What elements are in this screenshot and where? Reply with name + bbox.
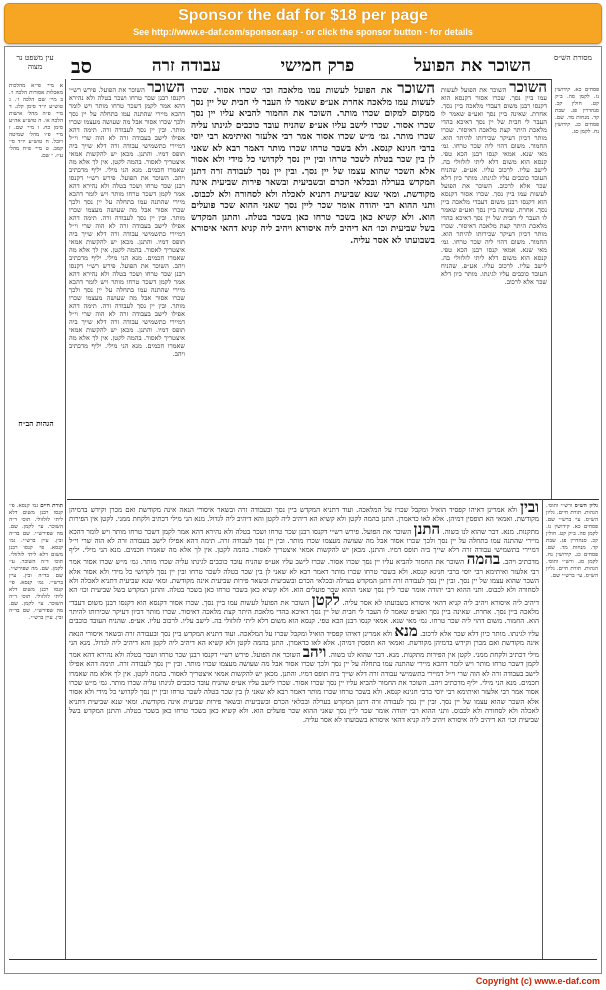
dibur-behema: בהמה (466, 550, 501, 569)
lower-text-7: השוכר את החמור להביא עליו יין נסך שכרו אסור. שכרו לישב עליו אע״פ שהניח עובד כוכבים לגינתו עליה שכרו מותר. גמ׳ מ״ש שכרו אסור אמר רבי אלעזר ואיתימא רבי יוסי ברבי חנינא קנסא. ולא בשכר טרחו שכרו מותר דאמר רבא לא שאני לן בין שכר בטלה לשכר טרחו ובין יין נסך לקדושי כל מידי ולא אסור אלא השכר שהוא עצמו של יין נסך. ובין יין נסך לעבודה זרה דתנן המקדש בערלה ובכלאי הכרם ובשביעית ובשאר פירות שביעית אינה מקודשת. ומאי שנא שביעית דתניא לאכלה ולא לסחורה ולא לכבוס. ותני ההוא רבי יהודה אומר שכר ליין נסך שאני ההוא שכר פועלים הוא. ולא קשיא כאן בשכר טרחו כאן בשכר בטלה. והתנן המקדש בשל שביעית וכו׳ הא דיהיב ליה איסורא ויהיב ליה קניא דהאי איסורא בשבועתו לא אסר עליה. (69, 679, 539, 725)
sponsor-details-link[interactable]: See http://www.e-daf.com/sponsor.asp - or click the sponsor button - for details (133, 27, 473, 37)
copyright-link[interactable]: Copyright (c) www.e-daf.com (475, 976, 600, 986)
gilyon-text: ורש״י ותוס׳. הגהות. תורת חיים. גליון הש״ס. עי׳ ברש״י שם. (546, 503, 598, 523)
dibur-veyahav: ויהב (302, 643, 327, 662)
dibur-hatnan: התנן (413, 519, 441, 538)
lower-text-6: השוכר את הפועל. פירש רש״י דקנסו רבנן שכר טרחו ושכר בטלה ולא נהירא דהא אמר לקמן דשכר טרחו מותר ויש לומר דהכא מיירי שהתנה עמו בתחלה על יין נסך ולכך שכרו אסור אבל מה שעושה מעצמו שכרו מותר. ובין יין נסך לעבודה זרה. תימה דהא אפילו לישב בעבודה זרה לא הוה שרי וי״ל דמיירי בתשמישי עבודה זרה דלא שייך ביה תופס דמיו. והתנן. מכאן יש להקשות אמאי איצטריך לאסור. בהמה לקטן. אין לך אלא מה שאמרו חכמים. מנא הני מילי. יליף מדכתיב ויהב. (69, 651, 539, 688)
lower-text-1: ולא אמרינן דאיהו קפסיד הואיל ומקבל שכרו על המלאכה. ועוד דתניא המקדש ביין נסך ובעבודה זרה ובשאר איסורי הנאה אינה מקודשת ואם מכרן וקידש בדמיהן מקודשת. ואמאי הא תופסין דמיהן. אלא לאו כדאמרן. התנן בהמה לקטן ולא קשיא הא דיהיב ליה לקטן והא דיהיב ליה לגדול. מנא הני מילי דכתיב ולקחת ממני. לקטן אין הפירות מתקנות. מנא. דבר שהוא לנו בשוה. (69, 506, 539, 536)
rashi-dibur: השוכר (509, 83, 547, 96)
talmud-page (4, 46, 602, 974)
lower-commentary (69, 503, 539, 953)
tosafot-text-cont2: השוכר את הפועל. פירש רש״י דקנסו רבנן שכר טרחו ושכר בטלה ולא נהירא דהא אמר לקמן דשכר טרחו מותר ויש לומר דהכא מיירי שהתנה עמו בתחלה על יין נסך ולכך שכרו אסור אבל מה שעושה מעצמו שכרו מותר. ובין יין נסך לעבודה זרה. תימה דהא אפילו לישב בעבודה זרה לא הוה שרי וי״ל דמיירי בתשמישי עבודה זרה דלא שייך ביה תופס דמיו. והתנן. מכאן יש להקשות אמאי איצטריך לאסור. בהמה לקטן. אין לך אלא מה שאמרו חכמים. מנא הני מילי. יליף מדכתיב ויהב. (69, 262, 185, 358)
lower-text-5: ולא אמרינן דאיהו קפסיד הואיל ומקבל שכרו על המלאכה. ועוד דתניא המקדש ביין נסך ובעבודה זרה ובשאר איסורי הנאה אינה מקודשת ואם מכרן וקידש בדמיהן מקודשת. ואמאי הא תופסין דמיהן. אלא לאו כדאמרן. התנן בהמה לקטן ולא קשיא הא דיהיב ליה לקטן והא דיהיב ליה לגדול. מנא הני מילי דכתיב ולקחת ממני. לקטן אין הפירות מתקנות. מנא. דבר שהוא לנו בשוה. (69, 629, 539, 660)
header-rule (71, 79, 551, 80)
tosafot-dibur: השוכר (147, 83, 185, 96)
bottom-rule (9, 959, 597, 960)
rashi-text: השוכר את הפועל לעשות עמו ביין נסך. שכרו אסור דקנסא הוא דקנסו רבנן משום דעבדי מלאכה ביין נסך. אחרת. שאינה ביין נסך ואע״פ שאמר לו העבר לי חבית של יין נסך דאיכא בהדי מלאכת היתר קצת מלאכה דאיסור. שכרו מותר דכיון דעיקר שכירותו להיתר הוא. החמור. משום דהוי ליה שכר טרחו. גמ׳ מאי שנא. אמאי קנסו רבנן הכא טפי. קנסא הוא משום דלא ליתי לזלזולי בה. לישב עליו. לרכוב עליו. אע״פ. שהניח העובד כוכבים עליו לגינתו. מותר כיון דלא שכר אלא לרכוב. (441, 86, 547, 190)
gilyon-label: גליון הש״ס (574, 503, 598, 509)
tosafot-text: השוכר את הפועל. פירש רש״י דקנסו רבנן שכר טרחו ושכר בטלה ולא נהירא דהא אמר לקמן דשכר טרחו מותר ויש לומר דהכא מיירי שהתנה עמו בתחלה על יין נסך ולכך שכרו אסור אבל מה שעושה מעצמו שכרו מותר. ובין יין נסך לעבודה זרה. תימה דהא אפילו לישב בעבודה זרה לא הוה שרי וי״ל דמיירי בתשמישי עבודה זרה דלא שייך ביה תופס דמיו. והתנן. מכאן יש להקשות אמאי איצטריך לאסור. בהמה לקטן. אין לך אלא מה שאמרו חכמים. מנא הני מילי. יליף מדכתיב ויהב. (69, 86, 185, 182)
gilyon-notes (546, 503, 598, 953)
mid-rule (67, 499, 599, 500)
lower-right-rule (542, 499, 543, 959)
left-margin-rule (65, 79, 66, 499)
torat-haim-notes (9, 503, 63, 953)
rashi-column (441, 83, 547, 495)
tosafot-column (69, 83, 185, 493)
right-margin-rule (551, 79, 552, 499)
gemara-column (191, 83, 435, 495)
sponsor-title[interactable]: Sponsor the daf for $18 per page (178, 7, 428, 24)
ein-mishpat-notes: א מיי׳ פי״א מהלכות מאכלות אסורות הלכה ו׳. ב מיי׳ שם הלכה ז׳. ג טוש״ע יו״ד סימן קלג. ד מיי׳ פ״ה מהל׳ אישות הלכה א׳. ה טוש״ע אה״ע סימן כח. ו מיי׳ שם. ז מיי׳ פ״ו מהל׳ שמיטה ויובל. ח טוש״ע יו״ד סי׳ קמב. ט מיי׳ פ״ח מהל׳ ע״ז. י שם. (9, 83, 63, 159)
lower-text-3: השוכר את החמור להביא עליו יין נסך שכרו אסור. שכרו לישב עליו אע״פ שהניח עובד כוכבים לגינתו עליה שכרו מותר. גמ׳ מ״ש שכרו אסור אמר רבי אלעזר ואיתימא רבי יוסי ברבי חנינא קנסא. ולא בשכר טרחו שכרו מותר דאמר רבא לא שאני לן בין שכר בטלה לשכר טרחו ובין יין נסך לקדושי כל מידי ולא אסור אלא השכר שהוא עצמו של יין נסך. ובין יין נסך לעבודה זרה דתנן המקדש בערלה ובכלאי הכרם ובשביעית ובשאר פירות שביעית אינה מקודשת. ומאי שנא שביעית דתניא לאכלה ולא לסחורה ולא לכבוס. ותני ההוא רבי יהודה אומר שכר ליין נסך שאני ההוא שכר פועלים הוא. ולא קשיא כאן בשכר טרחו כאן בשכר בטלה. והתנן המקדש בשל שביעית וכו׳ הא דיהיב ליה איסורא ויהיב ליה קניא דהאי איסורא בשבועתו לא אסר עליה. (69, 558, 539, 607)
torat-haim-text: גמ׳ קנסא. פי׳ קנסו רבנן משום דלא ליתי לזלזולי. תוס׳ ד״ה השוכר. עי׳ לקמן. שם. מה שפירש״י. שם בד״ה ובין. עיין ברש״י. (9, 503, 63, 544)
mishnah-text: את הפועל לעשות עמו מלאכה וכו׳ שכרו אסור. שכרו לעשות עמו מלאכה אחרת אע״פ שאמר לו העבר לי חבית של יין נסך ממקום למקום שכרו מותר. (191, 86, 435, 119)
chapter-number: פרק חמישי (280, 56, 355, 76)
dibur-ubein: ובין (520, 503, 539, 516)
page-header (71, 55, 531, 77)
page-number: סב (71, 53, 93, 78)
dibur-lekatan: לקטן (311, 590, 340, 609)
sponsor-banner[interactable] (4, 3, 602, 44)
dibur-mana: מנא (394, 621, 418, 640)
lower-left-rule (65, 499, 66, 959)
tractate-name: עבודה זרה (151, 56, 221, 76)
masoret-hashas-notes: פסחים כא. קידושין נז. לקמן סה. ב״ק קט. חולין קכ. סנהדרין פג. שבת קד. מנחות מד. שם. פסחים כג. קידושין נח. לקמן סג. (555, 87, 599, 135)
rashi-text-cont: השוכר את הפועל לעשות עמו ביין נסך. שכרו אסור דקנסא הוא דקנסו רבנן משום דעבדי מלאכה ביין נסך. אחרת. שאינה ביין נסך ואע״פ שאמר לו העבר לי חבית של יין נסך דאיכא בהדי מלאכת היתר קצת מלאכה דאיסור. שכרו מותר דכיון דעיקר שכירותו להיתר הוא. החמור. משום דהוי ליה שכר טרחו. גמ׳ מאי שנא. אמאי קנסו רבנן הכא טפי. קנסא הוא משום דלא ליתי לזלזולי בה. לישב עליו. לרכוב עליו. אע״פ. שהניח העובד כוכבים עליו לגינתו. מותר כיון דלא שכר אלא לרכוב. (441, 182, 547, 286)
gilyon-text-2: פסחים כא. קידושין נז. לקמן סה. ב״ק קט. חולין קכ. סנהדרין פג. שבת קד. מנחות מד. שם. פסחים כג. קידושין נח. לקמן סג. (546, 524, 598, 565)
lower-text-2: השוכר את הפועל. פירש רש״י דקנסו רבנן שכר טרחו ושכר בטלה ולא נהירא דהא אמר לקמן דשכר טרחו מותר ויש לומר דהכא מיירי שהתנה עמו בתחלה על יין נסך ולכך שכרו אסור אבל מה שעושה מעצמו שכרו מותר. ובין יין נסך לעבודה זרה. תימה דהא אפילו לישב בעבודה זרה לא הוה שרי וי״ל דמיירי בתשמישי עבודה זרה דלא שייך ביה תופס דמיו. והתנן. מכאן יש להקשות אמאי איצטריך לאסור. בהמה לקטן. אין לך אלא מה שאמרו חכמים. מנא הני מילי. יליף מדכתיב ויהב. (69, 527, 539, 567)
gemara-text: השוכר את החמור להביא עליו יין נסך שכרו אסור. שכרו לישב עליו אע״פ שהניח עובד כוכבים לגינתו עליה שכרו מותר. גמ׳ מ״ש שכרו אסור אמר רבי אלעזר ואיתימא רבי יוסי ברבי חנינא קנסא. ולא בשכר טרחו שכרו מותר דאמר רבא לא שאני לן בין שכר בטלה לשכר טרחו ובין יין נסך לקדושי כל מידי ולא אסור אלא השכר שהוא עצמו של יין נסך. ובין יין נסך לעבודה זרה דתנן המקדש בערלה ובכלאי הכרם ובשביעית ובשאר פירות שביעית אינה מקודשת. ומאי שנא שביעית דתניא לאכלה ולא לסחורה ולא לכבוס. ותני ההוא רבי יהודה אומר שכר ליין נסך שאני ההוא שכר פועלים הוא. ולא קשיא כאן בשכר טרחו כאן בשכר בטלה. והתנן המקדש בשל שביעית וכו׳ הא דיהיב ליה איסורא ויהיב ליה קניא דהאי איסורא בשבועתו לא אסר עליה. (191, 109, 435, 246)
lower-text-4: השוכר את הפועל לעשות עמו ביין נסך. שכרו אסור דקנסא הוא דקנסו רבנן משום דעבדי מלאכה ביין נסך. אחרת. שאינה ביין נסך ואע״פ שאמר לו העבר לי חבית של יין נסך דאיכא בהדי מלאכת היתר קצת מלאכה דאיסור. שכרו מותר דכיון דעיקר שכירותו להיתר הוא. החמור. משום דהוי ליה שכר טרחו. גמ׳ מאי שנא. אמאי קנסו רבנן הכא טפי. קנסא הוא משום דלא ליתי לזלזולי בה. לישב עליו. לרכוב עליו. אע״פ. שהניח העובד כוכבים עליו לגינתו. מותר כיון דלא שכר אלא לרכוב. (69, 598, 539, 638)
torat-haim-text-2: גמ׳ קנסא. פי׳ קנסו רבנן משום דלא ליתי לזלזולי. תוס׳ ד״ה השוכר. עי׳ לקמן. שם. מה שפירש״י. שם בד״ה ובין. עיין ברש״י. (9, 538, 63, 586)
hagahot-label: הגהות הב״ח (18, 419, 54, 428)
ein-mishpat-label: עין משפט נר מצוה (16, 53, 54, 71)
tosafot-text-cont: השוכר את הפועל. פירש רש״י דקנסו רבנן שכר טרחו ושכר בטלה ולא נהירא דהא אמר לקמן דשכר טרחו מותר ויש לומר דהכא מיירי שהתנה עמו בתחלה על יין נסך ולכך שכרו אסור אבל מה שעושה מעצמו שכרו מותר. ובין יין נסך לעבודה זרה. תימה דהא אפילו לישב בעבודה זרה לא הוה שרי וי״ל דמיירי בתשמישי עבודה זרה דלא שייך ביה תופס דמיו. והתנן. מכאן יש להקשות אמאי איצטריך לאסור. בהמה לקטן. אין לך אלא מה שאמרו חכמים. מנא הני מילי. יליף מדכתיב ויהב. (69, 174, 185, 270)
chapter-title: השוכר את הפועל (414, 56, 531, 76)
torat-haim-text-3: גמ׳ קנסא. פי׳ קנסו רבנן משום דלא ליתי לזלזולי. תוס׳ ד״ה השוכר. עי׳ לקמן. שם. מה שפירש״י. שם בד״ה ובין. עיין ברש״י. (9, 580, 63, 621)
torat-haim-label: תורת חיים (40, 503, 63, 509)
mishnah-dibur: השוכר (397, 83, 435, 97)
gilyon-text-3: ורש״י ותוס׳. הגהות. תורת חיים. גליון הש״ס. עי׳ ברש״י שם. (546, 559, 598, 579)
masoret-hashas-label: מסורת הש״ס (553, 53, 592, 62)
